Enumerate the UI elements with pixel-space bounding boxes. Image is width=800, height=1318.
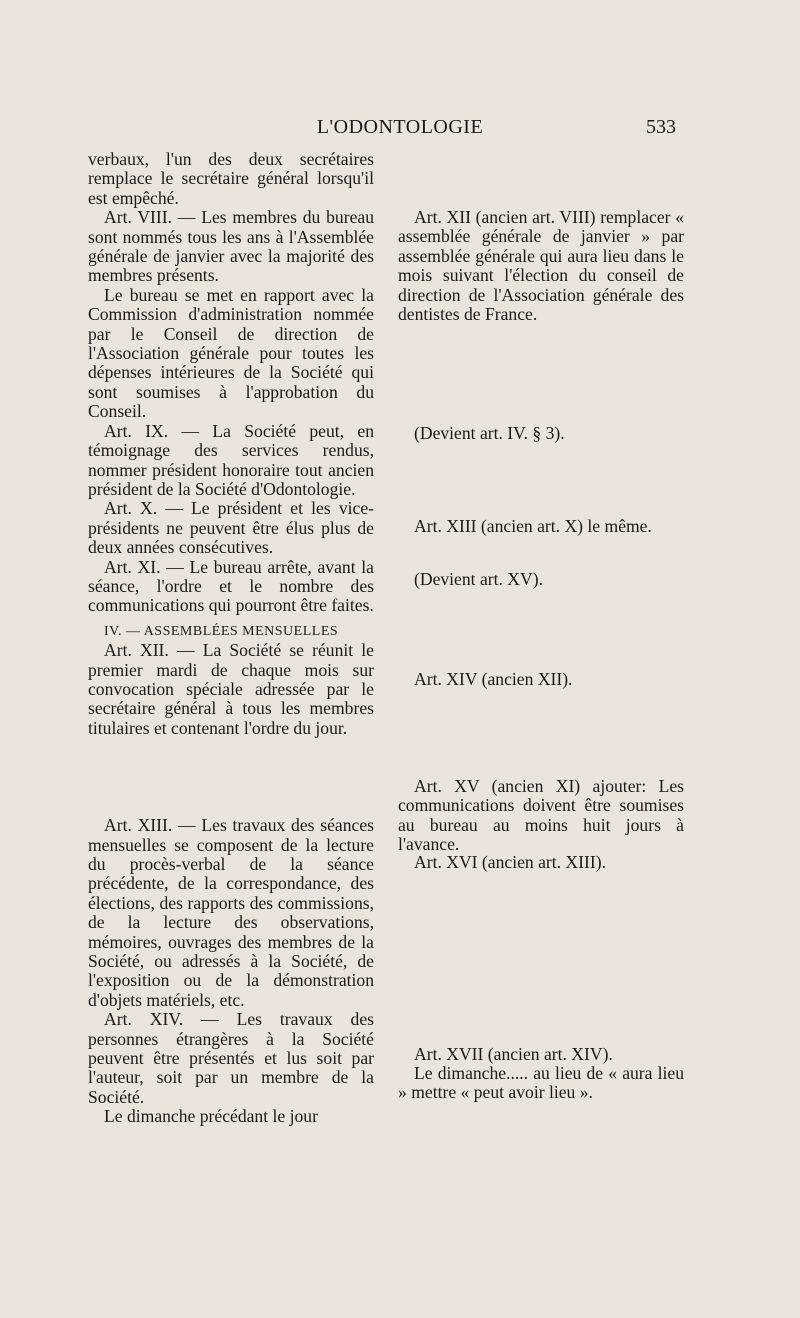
article-13: Art. XIII. — Les travaux des séances mensuelles se composent de la lecture du procès-verbal de la séance précédente, de la correspondance, des élections, des rapports des commissions, de la lecture des observations, mémoires, ouvrages des membres de la Société, ou adressés à la Société, de l'exposition ou de la démonstration d'objets matériels, etc.: [88, 815, 374, 1010]
note-article-16: Art. XVI (ancien art. XIII).: [414, 852, 606, 872]
article-8: Art. VIII. — Les membres du bureau sont nommés tous les ans à l'Assemblée générale de janvier avec la majorité des membres présents.: [88, 207, 374, 286]
left-column: [88, 150, 374, 1127]
paragraph: verbaux, l'un des deux secrétaires remplace le secrétaire général lorsqu'il est empêché.: [88, 149, 374, 208]
note-devient-4: (Devient art. IV. § 3).: [414, 423, 565, 443]
article-11: Art. XI. — Le bureau arrête, avant la séance, l'ordre et le nombre des communications qui pourront être faites.: [88, 556, 374, 616]
note-article-12: Art. XII (ancien art. VIII) remplacer « assemblée générale de janvier » par assemblée générale qui aura lieu dans le mois suivant l'élection du conseil de direction de l'Association générale des dentistes de France.: [398, 207, 684, 325]
note-article-17: Art. XVII (ancien art. XIV).: [414, 1044, 613, 1064]
running-title: L'ODONTOLOGIE: [316, 116, 484, 138]
note-dimanche: Le dimanche..... au lieu de « aura lieu » mettre « peut avoir lieu ».: [398, 1063, 684, 1103]
article-9: Art. IX. — La Société peut, en témoignage des services rendus, nommer président honoraire tout ancien président de la Société d'Odontologie.: [88, 420, 374, 499]
paragraph: Le dimanche précédant le jour: [104, 1106, 318, 1127]
article-10: Art. X. — Le président et les vice-présidents ne peuvent être élus plus de deux années consécutives.: [88, 498, 374, 558]
note-article-13: Art. XIII (ancien art. X) le même.: [414, 516, 652, 536]
note-article-14: Art. XIV (ancien XII).: [414, 669, 573, 689]
article-12: Art. XII. — La Société se réunit le premier mardi de chaque mois sur convocation spéciale adressée par le secrétaire général à tous les membres titulaires et contenant l'ordre du jour.: [88, 640, 374, 738]
note-devient-15: (Devient art. XV).: [414, 569, 543, 589]
section-heading: IV. — ASSEMBLÉES MENSUELLES: [104, 623, 339, 639]
page-number: 533: [646, 116, 676, 138]
note-article-15: Art. XV (ancien XI) ajouter: Les communications doivent être soumises au bureau au moins huit jours à l'avance.: [398, 776, 684, 855]
paragraph: Le bureau se met en rapport avec la Commission d'administration nommée par le Conseil de direction de l'Association générale pour toutes les dépenses intérieures de la Société qui sont soumises à l'approbation du Conseil.: [88, 284, 374, 422]
article-14: Art. XIV. — Les travaux des personnes étrangères à la Société peuvent être présentés et lus soit par l'auteur, soit par un membre de la Société.: [88, 1009, 374, 1107]
